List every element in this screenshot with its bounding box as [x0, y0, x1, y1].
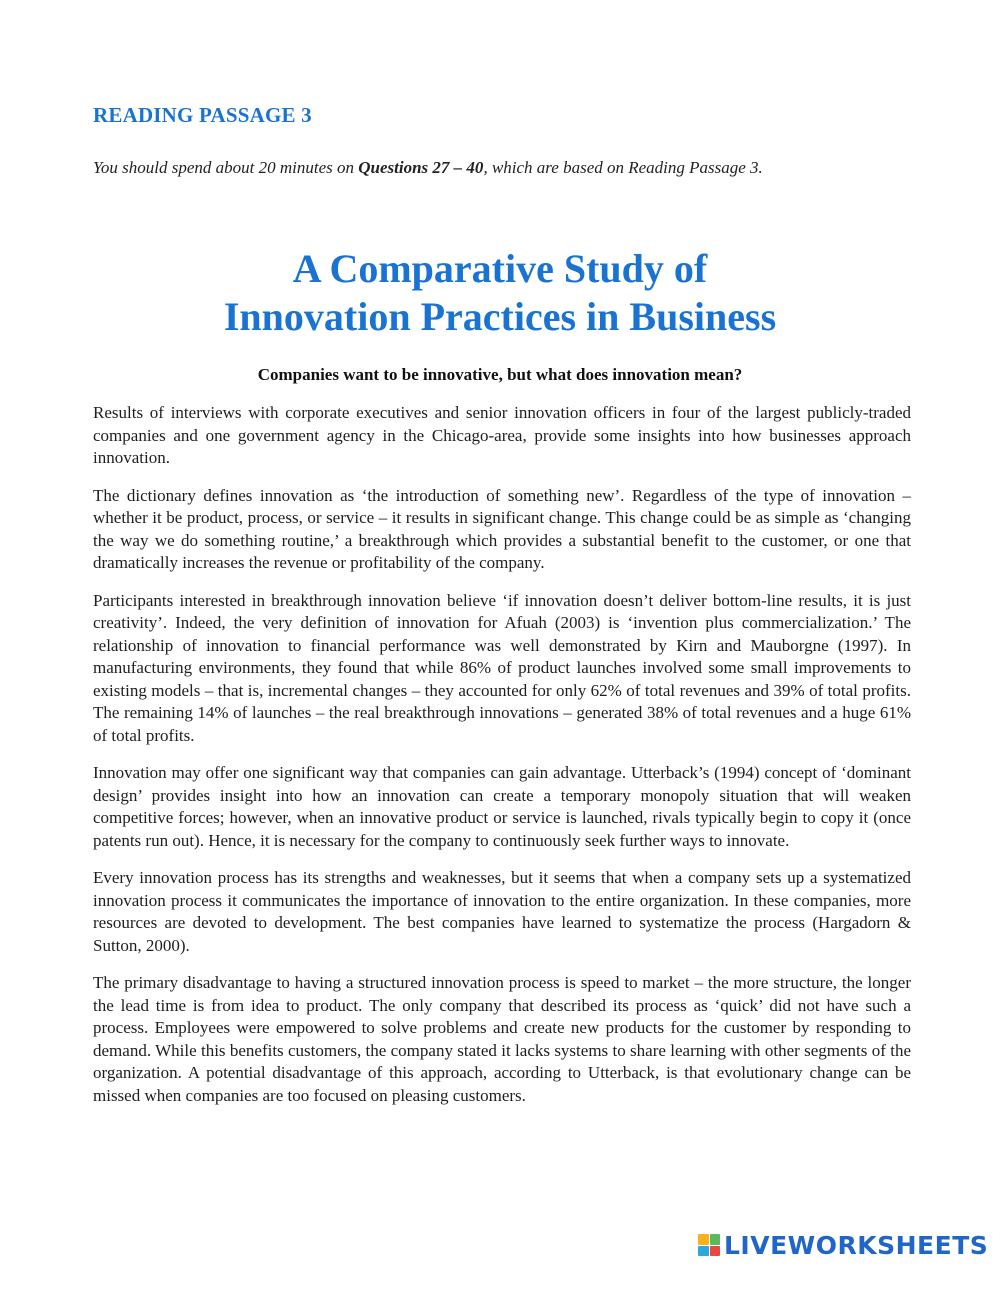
passage-label: READING PASSAGE 3: [93, 103, 312, 127]
article-title-line-2: Innovation Practices in Business: [223, 294, 777, 339]
instruction-text: [93, 158, 923, 178]
logo-square-2: [710, 1234, 721, 1245]
instruction-questions: Questions 27 – 40: [358, 158, 484, 177]
article-title: [0, 245, 1000, 341]
logo-square-1: [698, 1234, 709, 1245]
article-subtitle: Companies want to be innovative, but what does innovation mean?: [257, 365, 743, 384]
instruction-pre: You should spend about 20 minutes on: [93, 158, 359, 177]
brand-text: LIVEWORKSHEETS: [724, 1230, 989, 1260]
paragraph-3: Participants interested in breakthrough innovation believe ‘if innovation doesn’t deliver bottom-line results, it is just creativity’. Indeed, the very definition of innovation for Afuah (2003) is ‘invention plus commercialization.’ The relationship of innovation to financial performance was well demonstrated by Kirn and Mauborgne (1997). In manufacturing environments, they found that while 86% of product launches involved some small improvements to existing models – that is, incremental changes – they accounted for only 62% of total revenues and 39% of total profits. The remaining 14% of launches – the real breakthrough innovations – generated 38% of total revenues and a huge 61% of total profits.: [93, 590, 911, 745]
liveworksheets-logo-icon: [698, 1234, 720, 1256]
article-body: [93, 402, 911, 1122]
paragraph-1: Results of interviews with corporate executives and senior innovation officers in four of the largest publicly-traded companies and one government agency in the Chicago-area, provide some insights into how businesses approach innovation.: [93, 403, 911, 467]
paragraph-2: The dictionary defines innovation as ‘the introduction of something new’. Regardless of the type of innovation – whether it be product, process, or service – it results in significant change. This change could be as simple as ‘changing the way we do something routine,’ a breakthrough which provides a substantial benefit to the customer, or one that dramatically increases the revenue or profitability of the company.: [93, 485, 911, 572]
liveworksheets-brand[interactable]: [698, 1230, 988, 1260]
article-title-line-1: A Comparative Study of: [292, 246, 708, 291]
logo-square-3: [698, 1246, 709, 1257]
paragraph-6: The primary disadvantage to having a structured innovation process is speed to market – the more structure, the longer the lead time is from idea to product. The only company that described its process as ‘quick’ did not have such a process. Employees were empowered to solve problems and create new products for the customer by responding to demand. While this benefits customers, the company stated it lacks systems to share learning with other segments of the organization. A potential disadvantage of this approach, according to Utterback, is that evolutionary change can be missed when companies are too focused on pleasing customers.: [93, 973, 911, 1105]
paragraph-4: Innovation may offer one significant way that companies can gain advantage. Utterback’s (1994) concept of ‘dominant design’ provides insight into how an innovation can create a temporary monopoly situation that will weaken competitive forces; however, when an innovative product or service is launched, rivals typically begin to copy it (once patents run out). Hence, it is necessary for the company to continuously seek further ways to innovate.: [93, 763, 911, 850]
paragraph-5: Every innovation process has its strengths and weaknesses, but it seems that when a company sets up a systematized innovation process it communicates the importance of innovation to the entire organization. In these companies, more resources are devoted to development. The best companies have learned to systematize the process (Hargadorn & Sutton, 2000).: [93, 868, 911, 955]
instruction-post: , which are based on Reading Passage 3.: [483, 158, 763, 177]
logo-square-4: [710, 1246, 721, 1257]
